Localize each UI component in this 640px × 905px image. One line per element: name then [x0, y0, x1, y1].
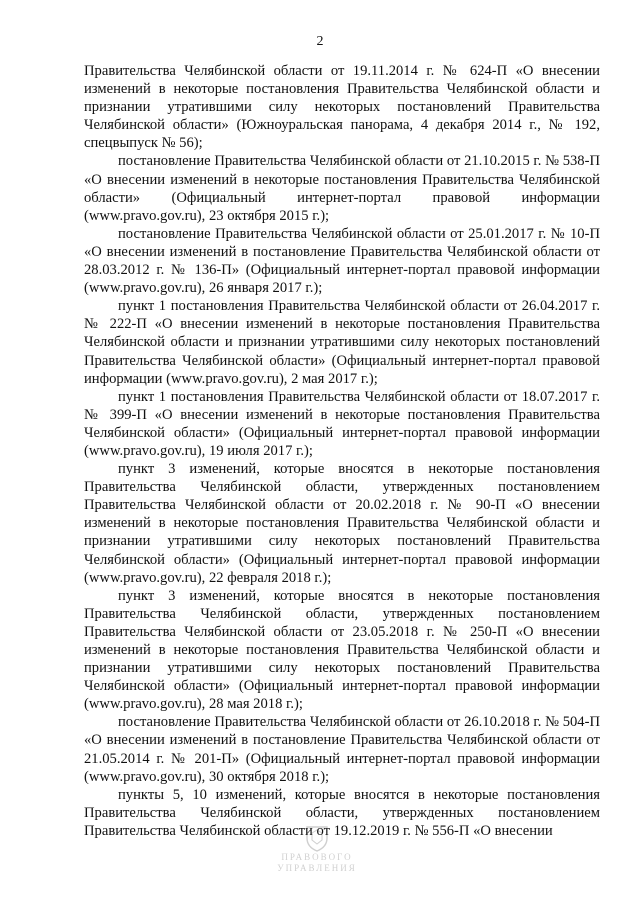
paragraph: пункты 5, 10 изменений, которые вносятся в некоторые постановления Правительства Челябинской области, утвержденных постановлением Правительства Челябинской области от 19.12.2019 г. № 556-П «О внесении: [84, 786, 600, 839]
faint-stamp: [262, 824, 372, 894]
paragraph: пункт 1 постановления Правительства Челябинской области от 18.07.2017 г. № 399-П «О внесении изменений в некоторые постановления Правительства Челябинской области» (Официальный интернет-портал правовой информации (www.pravo.gov.ru), 19 июля 2017 г.);: [84, 388, 600, 459]
paragraph: Правительства Челябинской области от 19.11.2014 г. № 624-П «О внесении изменений в некоторые постановления Правительства Челябинской области и признании утратившими силу некоторых постановлений Правительства Челябинской области» (Южноуральская панорама, 4 декабря 2014 г., № 192, спецвыпуск № 56);: [84, 63, 600, 152]
paragraph: пункт 3 изменений, которые вносятся в некоторые постановления Правительства Челябинской области, утвержденных постановлением Правительства Челябинской области от 23.05.2018 г. № 250-П «О внесении изменений в некоторые постановления Правительства Челябинской области и признании утратившими силу некоторых постановлений Правительства Челябинской области» (Официальный интернет-портал правовой информации (www.pravo.gov.ru), 28 мая 2018 г.);: [84, 587, 600, 713]
page-number: 2: [316, 34, 324, 49]
paragraph: постановление Правительства Челябинской области от 25.01.2017 г. № 10-П «О внесении изменений в постановление Правительства Челябинской области от 28.03.2012 г. № 136-П» (Официальный интернет-портал правовой информации (www.pravo.gov.ru), 26 января 2017 г.);: [84, 225, 600, 297]
stamp-text-line2: УПРАВЛЕНИЯ: [277, 863, 357, 873]
document-body: [84, 62, 600, 840]
stamp-text-line1: ПРАВОВОГО: [281, 852, 353, 862]
paragraph: пункт 3 изменений, которые вносятся в некоторые постановления Правительства Челябинской области, утвержденных постановлением Правительства Челябинской области от 20.02.2018 г. № 90-П «О внесении изменений в некоторые постановления Правительства Челябинской области и признании утратившими силу некоторых постановлений Правительства Челябинской области» (Официальный интернет-портал правовой информации (www.pravo.gov.ru), 22 февраля 2018 г.);: [84, 461, 600, 586]
coat-of-arms-icon: [304, 824, 330, 852]
paragraph: постановление Правительства Челябинской области от 26.10.2018 г. № 504-П «О внесении изменений в постановление Правительства Челябинской области от 21.05.2014 г. № 201-П» (Официальный интернет-портал правовой информации (www.pravo.gov.ru), 30 октября 2018 г.);: [84, 714, 600, 785]
paragraph: пункт 1 постановления Правительства Челябинской области от 26.04.2017 г. № 222-П «О внесении изменений в некоторые постановления Правительства Челябинской области и признании утратившими силу некоторых постановлений Правительства Челябинской области» (Официальный интернет-портал правовой информации (www.pravo.gov.ru), 2 мая 2017 г.);: [84, 298, 600, 387]
paragraph: постановление Правительства Челябинской области от 21.10.2015 г. № 538-П «О внесении изменений в некоторые постановления Правительства Челябинской области» (Официальный интернет-портал правовой информации (www.pravo.gov.ru), 23 октября 2015 г.);: [84, 153, 600, 224]
